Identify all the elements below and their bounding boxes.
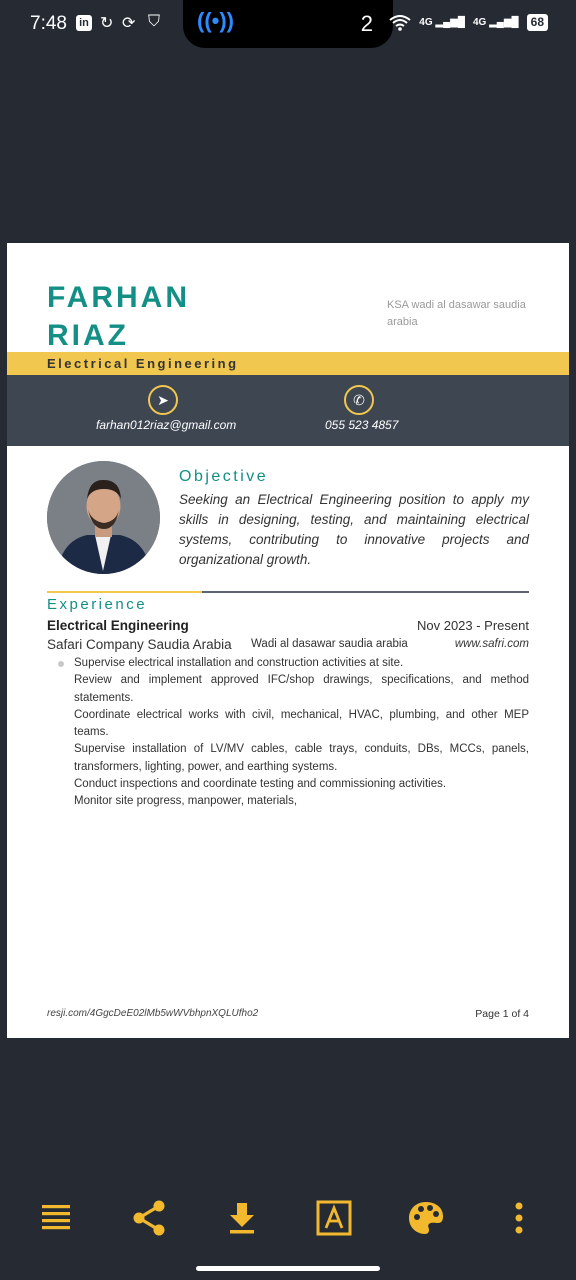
download-icon[interactable] (222, 1195, 262, 1241)
footer-link[interactable]: resji.com/4GgcDeE02lMb5wWVbhpnXQLUfho2 (47, 1008, 259, 1019)
signal-1: 4G ▂▄▆█ (419, 17, 465, 28)
phone-icon: ✆ (344, 385, 374, 415)
duty-list (59, 655, 529, 811)
more-icon[interactable] (499, 1195, 539, 1241)
email-text[interactable]: farhan012riaz@gmail.com (96, 418, 237, 432)
objective-text: Seeking an Electrical Engineering position to apply my skills in designing, testing, and maintaining electrical systems, contributing to innovative projects and organizational growth. (179, 492, 529, 567)
dynamic-island (183, 0, 393, 48)
objective-heading: Objective (179, 468, 269, 485)
recycle-icon: ⟳ (122, 15, 136, 32)
list-item: Monitor site progress, manpower, materials, (74, 795, 298, 808)
contact-bar (7, 375, 569, 446)
home-indicator[interactable] (196, 1266, 380, 1271)
divider-accent (47, 591, 202, 593)
experience-heading: Experience (47, 596, 148, 613)
shield-icon: ⛉ (148, 13, 161, 30)
phone-text[interactable]: 055 523 4857 (325, 418, 399, 432)
signal-2: 4G ▂▄▆█ (472, 17, 519, 28)
job-title: Electrical Engineering (47, 618, 189, 633)
status-bar (0, 0, 576, 50)
status-time: 7:48 (30, 13, 67, 34)
send-icon: ➤ (148, 385, 178, 415)
profile-photo (47, 461, 160, 574)
address: KSA wadi al dasawar saudia arabia (387, 299, 526, 328)
job-location: Wadi al dasawar saudia arabia (251, 638, 408, 650)
list-item: Supervise electrical installation and construction activities at site. (59, 655, 529, 672)
resume-page[interactable] (7, 243, 569, 1038)
status-right (389, 14, 548, 31)
company-name: Safari Company Saudia Arabia (47, 637, 232, 652)
list-item: Conduct inspections and coordinate testing and commissioning activities. (74, 778, 447, 791)
linkedin-icon: in (76, 15, 92, 31)
battery-level: 68 (527, 14, 548, 31)
sync-icon: ↻ (100, 15, 114, 32)
list-item: Supervise installation of LV/MV cables, cable trays, conduits, DBs, MCCs, panels, transformers, lighting, power, and earthing systems. (74, 743, 529, 773)
bottom-toolbar (0, 1195, 576, 1243)
last-name: RIAZ (47, 319, 129, 352)
wifi-icon (389, 15, 411, 31)
broadcast-icon: ((•)) (197, 8, 235, 33)
first-name: FARHAN (47, 281, 190, 314)
list-item: Coordinate electrical works with civil, mechanical, HVAC, plumbing, and other MEP teams. (74, 708, 529, 739)
island-count: 2 (360, 11, 373, 36)
font-icon[interactable] (314, 1195, 354, 1241)
job-title-heading: Electrical Engineering (47, 356, 239, 371)
title-bar (7, 352, 569, 375)
share-icon[interactable] (129, 1195, 169, 1241)
list-item: Review and implement approved IFC/shop drawings, specifications, and method statements. (74, 674, 529, 704)
candidate-name (47, 279, 190, 355)
page-indicator: Page 1 of 4 (475, 1008, 529, 1020)
job-dates: Nov 2023 - Present (416, 618, 529, 633)
divider-line (202, 591, 529, 593)
menu-icon[interactable] (36, 1195, 76, 1241)
company-website[interactable]: www.safri.com (454, 638, 529, 650)
palette-icon[interactable] (406, 1195, 446, 1241)
